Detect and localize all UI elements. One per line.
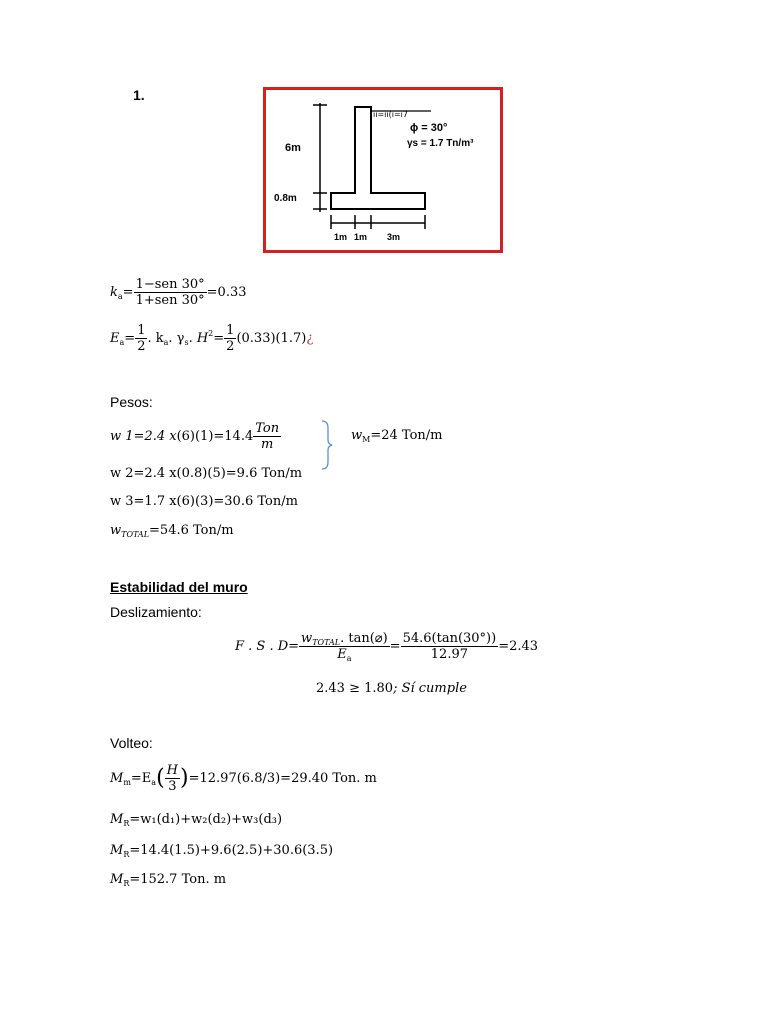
eq-wm: $w_M=24$ Ton/m bbox=[351, 428, 443, 444]
phi-label: ϕ = 30° bbox=[410, 122, 448, 134]
retaining-wall-diagram bbox=[263, 87, 503, 253]
eq-ea: $E_a=$ $\frac{1}{2}$ . $k_a$. $\gamma_s$. $H^2=$ $\frac{1}{2}$ (0.33)(1.7)¿ bbox=[110, 323, 314, 354]
estabilidad-heading: Estabilidad del muro bbox=[110, 579, 248, 595]
eq-wtotal: $w_{TOTAL}=54.6$ Ton/m bbox=[110, 523, 234, 539]
eq-mr1: $M_R=w_1(d_1)+w_2(d_2)+w_3(d_3)$ bbox=[110, 812, 283, 828]
eq-ka: $k_a=$ $\frac{\text{1−sen 30°}}{\text{1+sen 30°}}$ =0.33 bbox=[110, 277, 247, 308]
dim-label-1: 1m bbox=[334, 232, 348, 242]
brace-icon bbox=[320, 420, 334, 470]
eq-w2: w 2=2.4 x(0.8)(5)=9.6 Ton/m bbox=[110, 466, 303, 481]
fsd-check: 2.43 ≥ 1.80; Sí cumple bbox=[316, 681, 467, 696]
dim-label-2: 1m bbox=[354, 232, 368, 242]
eq-w3: w 3=1.7 x(6)(3)=30.6 Ton/m bbox=[110, 494, 298, 509]
height-label: 6m bbox=[285, 142, 301, 154]
gamma-label: γs = 1.7 Tn/m³ bbox=[407, 138, 474, 149]
pesos-heading: Pesos: bbox=[110, 394, 153, 410]
eq-mm: $M_m=E_a$( $\frac{H}{3}$ )=12.97(6.8/3)=29.40 Ton. m bbox=[110, 763, 377, 794]
eq-mr2: $M_R=14.4(1.5)+9.6(2.5)+30.6(3.5)$ bbox=[110, 843, 334, 859]
deslizamiento-heading: Deslizamiento: bbox=[110, 604, 202, 620]
volteo-heading: Volteo: bbox=[110, 735, 153, 751]
backfill-hatch: ıı=ıı(ı=ı7 bbox=[373, 110, 408, 119]
eq-mr3: $M_R=152.7$ Ton. m bbox=[110, 872, 227, 888]
problem-number: 1. bbox=[133, 87, 145, 103]
eq-w1: w 1=2.4 x(6)(1)=14.4 $\frac{\text{Ton}}{m}$ bbox=[110, 421, 280, 452]
base-label: 0.8m bbox=[274, 193, 297, 204]
eq-fsd: F . S . D= $\frac{w_{TOTAL}. \tan(⌀)}{E_a}$ = $\frac{54.6(\tan(30^\circ))}{12.97}$ =2.43 bbox=[235, 631, 539, 663]
dim-label-3: 3m bbox=[387, 232, 401, 242]
